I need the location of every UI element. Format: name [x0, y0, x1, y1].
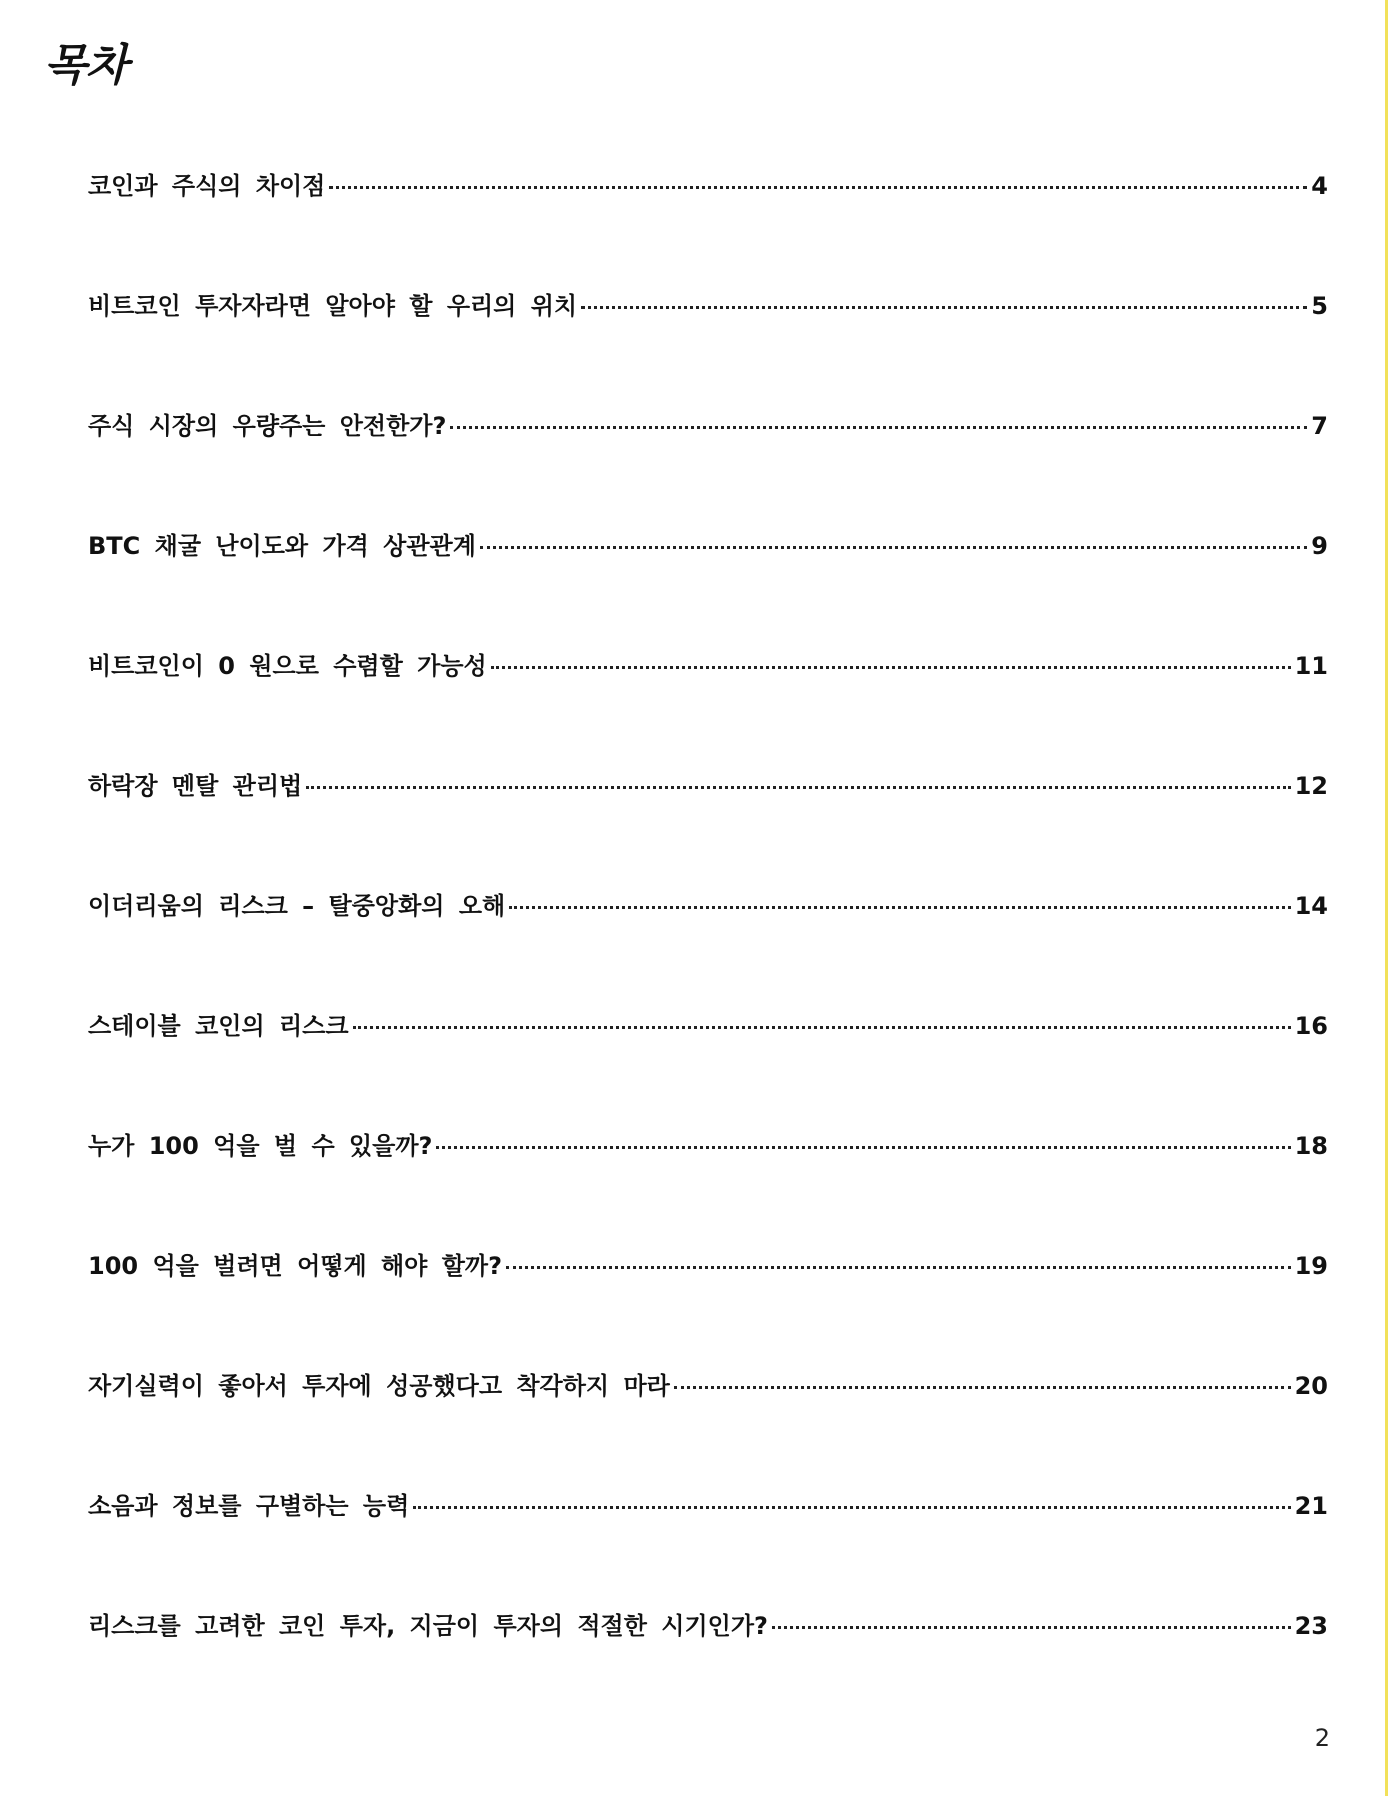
toc-entry-label: 소음과 정보를 구별하는 능력	[88, 1492, 410, 1520]
dot-leader	[581, 306, 1307, 309]
toc-entry-page: 7	[1311, 412, 1328, 440]
dot-leader	[509, 906, 1290, 909]
toc-entry-page: 18	[1294, 1132, 1328, 1160]
toc-entry-label: 코인과 주식의 차이점	[88, 172, 326, 200]
dot-leader	[674, 1386, 1291, 1389]
toc-entry-10[interactable]	[88, 1244, 1328, 1364]
toc-entry-label: 이더리움의 리스크 – 탈중앙화의 오해	[88, 892, 506, 920]
toc-entry-page: 20	[1294, 1372, 1328, 1400]
toc-entry-6[interactable]	[88, 764, 1328, 884]
toc-entry-1[interactable]	[88, 164, 1328, 284]
toc-list	[88, 164, 1328, 1724]
toc-entry-label: 100 억을 벌려면 어떻게 해야 할까?	[88, 1252, 503, 1280]
toc-entry-11[interactable]	[88, 1364, 1328, 1484]
toc-entry-13[interactable]	[88, 1604, 1328, 1724]
toc-entry-label: 스테이블 코인의 리스크	[88, 1012, 349, 1040]
dot-leader	[353, 1026, 1291, 1029]
toc-entry-8[interactable]	[88, 1004, 1328, 1124]
toc-title: 목차	[44, 40, 128, 91]
toc-entry-label: 누가 100 억을 벌 수 있을까?	[88, 1132, 433, 1160]
toc-entry-page: 23	[1294, 1612, 1328, 1640]
toc-entry-4[interactable]	[88, 524, 1328, 644]
toc-entry-label: 비트코인 투자자라면 알아야 할 우리의 위치	[88, 292, 578, 320]
toc-entry-label: 비트코인이 0 원으로 수렴할 가능성	[88, 652, 487, 680]
toc-entry-page: 19	[1294, 1252, 1328, 1280]
toc-entry-3[interactable]	[88, 404, 1328, 524]
toc-entry-label: 리스크를 고려한 코인 투자, 지금이 투자의 적절한 시기인가?	[88, 1612, 768, 1640]
toc-entry-page: 12	[1294, 772, 1328, 800]
dot-leader	[506, 1266, 1291, 1269]
dot-leader	[772, 1626, 1291, 1629]
toc-entry-12[interactable]	[88, 1484, 1328, 1604]
toc-entry-label: 주식 시장의 우량주는 안전한가?	[88, 412, 447, 440]
toc-entry-page: 21	[1294, 1492, 1328, 1520]
toc-entry-page: 11	[1294, 652, 1328, 680]
toc-entry-page: 4	[1311, 172, 1328, 200]
toc-entry-5[interactable]	[88, 644, 1328, 764]
toc-entry-page: 5	[1311, 292, 1328, 320]
dot-leader	[450, 426, 1307, 429]
dot-leader	[491, 666, 1291, 669]
dot-leader	[306, 786, 1290, 789]
page-number: 2	[1314, 1724, 1330, 1752]
toc-entry-7[interactable]	[88, 884, 1328, 1004]
toc-entry-9[interactable]	[88, 1124, 1328, 1244]
dot-leader	[413, 1506, 1290, 1509]
dot-leader	[480, 546, 1307, 549]
toc-entry-page: 16	[1294, 1012, 1328, 1040]
toc-entry-2[interactable]	[88, 284, 1328, 404]
toc-entry-label: BTC 채굴 난이도와 가격 상관관계	[88, 532, 476, 560]
page-edge-rule	[1385, 0, 1388, 1796]
toc-entry-label: 하락장 멘탈 관리법	[88, 772, 303, 800]
toc-entry-page: 9	[1311, 532, 1328, 560]
toc-entry-label: 자기실력이 좋아서 투자에 성공했다고 착각하지 마라	[88, 1372, 670, 1400]
toc-entry-page: 14	[1294, 892, 1328, 920]
dot-leader	[329, 186, 1307, 189]
dot-leader	[436, 1146, 1290, 1149]
